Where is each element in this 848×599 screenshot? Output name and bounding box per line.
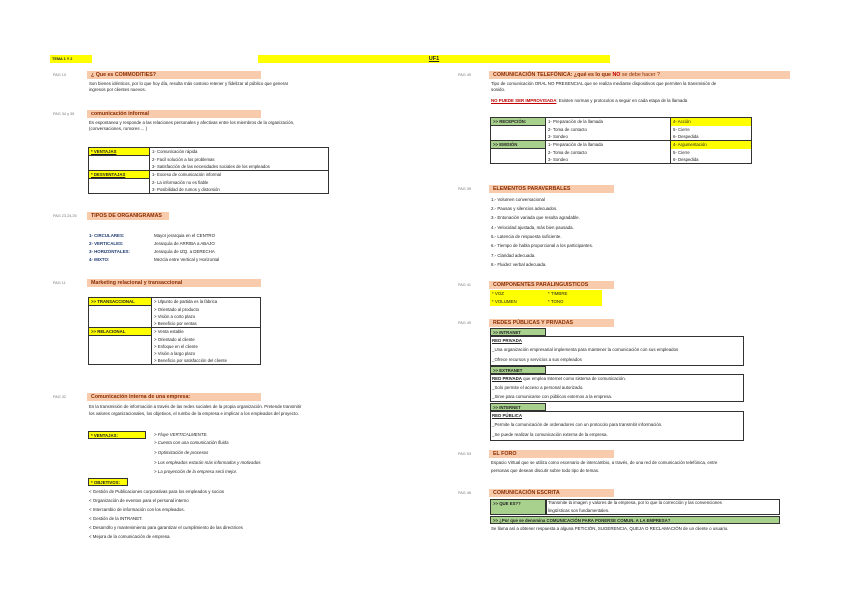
page-ref: PAG 41	[458, 283, 472, 287]
section-title: comunicación informal	[87, 110, 261, 118]
ventaja-item: > Cuenta con una comunicación fluida	[154, 440, 229, 445]
tema-label: TEMA 1 Y 2	[50, 55, 92, 63]
org-type: 4- MIXTO:	[89, 257, 110, 262]
page-ref: PAG 11	[53, 281, 66, 285]
paralinguistic-item: * TONO	[548, 299, 564, 304]
body-line: (conversaciones, rumores ... )	[89, 126, 148, 131]
page-ref: PAG 46	[458, 491, 472, 495]
page-ref: PAG 49	[458, 321, 472, 325]
que-es-line: Transmite la imagen y valores de la empresa, por lo que la corrección y las convenciones	[548, 500, 722, 505]
extranet-line: RED PRIVADA que emplea Internet como sistema de comunicación.	[492, 376, 626, 381]
page-ref: PAG 32	[53, 395, 67, 399]
ventaja-item: > Optimización de procesos	[154, 450, 209, 455]
objetivo-item: < Organización de eventos para el personal interno	[89, 498, 189, 503]
internet-line: _Se puede realizar la comunicación externa de la empresa.	[492, 432, 608, 437]
paralinguistic-item: * TIMBRE	[548, 291, 568, 296]
ventajas-label: * VENTAJAS:	[88, 431, 146, 439]
section-title: EL FORO	[489, 450, 614, 458]
ventaja-item: > Fluye VERTICALMENTE.	[154, 432, 208, 437]
telefonica-table: >> RECEPCIÓN: 1- Preparación de la llamada 4- Acción 2- Toma de contacto 5- Cierre 3- Sondeo 6- Despedida >> EMISIÓN 1- Preparación de la llamada 4- Argumentación 2- Toma de contacto 5- Cierre 3- Sondeo 6- Despedida	[490, 117, 752, 164]
org-type: 3- HORIZONTALES:	[89, 249, 130, 254]
body-line: Es la transmisión de información a través de las redes sociales de la propia organización. Pretende transmitir	[89, 404, 302, 409]
page-ref: PAG 34 y 35	[53, 112, 75, 116]
body-line: Espacio Virtual que se utiliza como escenario de intercambio, a través, de una red de comunicación telefónica, entre	[491, 460, 718, 465]
que-es-label: >> QUE ES??	[490, 499, 546, 515]
paralinguistic-item: * VOLUMEN	[492, 299, 517, 304]
org-desc: Mezcla entre Vertical y Horizontal	[154, 257, 220, 262]
section-title: COMUNICACIÓN ESCRITA	[489, 489, 614, 497]
extranet-label: >> EXTRANET	[490, 366, 546, 374]
objetivo-item: < Desarrollo y mantenimiento para garantizar el cumplimiento de las directrices	[89, 525, 243, 530]
red-publica-label: RED PÚBLICA	[492, 413, 523, 418]
page-ref: PAG 49	[458, 73, 472, 77]
page-ref: PAG 23,24,25	[53, 214, 77, 218]
question-bar: >> ¿Por que se denomina COMUNICACIÓN PARA PONERSE COMUN. A LA EMPRESA?	[490, 516, 780, 524]
paraverbal-item: 7.- Claridad adecuada.	[491, 253, 536, 258]
section-title: REDES PÚBLICAS Y PRIVADAS	[489, 319, 614, 327]
section-title: TIPOS DE ORGANIGRAMAS	[87, 212, 169, 220]
org-desc: Jerarquía de ARRIBA a ABAJO	[154, 241, 215, 246]
org-type: 2- VERTICALES:	[89, 241, 124, 246]
ventaja-item: > Los empleados estarán más informados y motivados	[154, 460, 261, 465]
paraverbal-item: 3.- Entonación variada que resulta agradable.	[491, 215, 580, 220]
page-ref: PAG 39	[458, 187, 472, 191]
paraverbal-item: 1.- Volumen conversacional	[491, 197, 545, 202]
ventaja-item: > La proyección de la empresa será mejor.	[154, 469, 238, 474]
section-title: Marketing relacional y transaccional	[87, 279, 261, 287]
body-line: los valores organizacionales, los objetivos, el rumbo de la empresa e implicar a los empleados del proyecto.	[89, 411, 299, 416]
section-title: Comunicación interna de una empresa:	[87, 393, 261, 401]
paraverbal-item: 8.- Fluidez verbal adecuada.	[491, 262, 547, 267]
body-line: personas que desean discutir sobre todo tipo de temas.	[491, 468, 600, 473]
body-line: sonido.	[491, 87, 506, 92]
extranet-line: _Solo permite el acceso a personal autorizado.	[492, 385, 584, 390]
page-ref: PAG 10	[53, 73, 67, 77]
uf-title: UF1	[258, 55, 610, 63]
section-title: ¿ Que es COMMODITIES?	[87, 71, 261, 79]
paraverbal-item: 5.- Latencia de respuesta suficiente.	[491, 234, 562, 239]
paraverbal-item: 6.- Tiempo de habla proporcional a los participantes.	[491, 243, 594, 248]
intranet-line: _Una organización empresarial implementa para mantener la comunicación con sus empleados	[492, 347, 679, 352]
objetivo-item: < Mejora de la comunicación de empresa.	[89, 534, 171, 539]
body-line: NO PUEDE SER IMPROVISADA: Existen normas y protocolos a seguir en cada etapa de la llamada	[491, 98, 688, 103]
body-line: Es espontanea y responde a las relaciones personales y afectivas entre los miembros de la organización,	[89, 120, 295, 125]
section-title: COMUNICACIÓN TELEFÓNICA: ¿qué es lo que NO se debe hacer ?	[489, 71, 790, 79]
objetivo-item: < Intercambio de información con los empleados.	[89, 507, 185, 512]
body-line: Se llama así a obtener respuesta a alguna PETICIÓN, SUGERENCIA, QUEJA O RECLAMACIÓN de un cliente o usuario.	[491, 526, 729, 531]
body-line: Tipo de comunicación ORAL NO PRESENCIAL que se realiza mediante dispositivos que permiten la transmisión de	[491, 81, 717, 86]
org-desc: Jerarquía de IZQ. a DERECHA	[154, 249, 215, 254]
objetivo-item: < Gestión de la INTRANET.	[89, 516, 143, 521]
body-line: Son bienes idénticos, por lo que hoy día, resulta más costoso retener y fidelizar al público que generar	[89, 81, 289, 86]
org-type: 1- CIRCULARES:	[89, 233, 125, 238]
page-ref: PAG 53	[458, 452, 472, 456]
paraverbal-item: 2.- Pausas y silencios adecuados.	[491, 206, 558, 211]
ventajas-table: * VENTAJAS 1- Comunicación rápida 2- Facil solución a los problemas 3- Satisfacción de las necesidades sociales de los empleados * DESVENTAJAS 1- Exceso de comunicación informal 2- La información no es fiable 3- Posibilidad de rumos y distorsión	[88, 147, 329, 194]
internet-line: _Permite la comunicación de ordenadores con un protocolo para transmitir información.	[492, 422, 663, 427]
extranet-line: _Sirve para comunicarse con públicos externos a la empresa.	[492, 394, 613, 399]
red-privada-label: RED PRIVADA	[492, 338, 522, 343]
org-desc: Mayor jerarquia en el CENTRO	[154, 233, 216, 238]
objetivo-item: < Gestión de Publicaciones corporativas para los empleados y socios	[89, 489, 225, 494]
que-es-line: lingüísticas son fundamentales.	[548, 508, 610, 513]
paraverbal-item: 4.- Velocidad ajustada, más bien pausada.	[491, 225, 574, 230]
body-line: ingresos por clientes nuevos.	[89, 87, 146, 92]
marketing-table: >> TRANSACCIONAL > Ulpunto de partida es la fábrica > Orientado al producto > Visión a corto plazo > Beneficio por ventas >> RELACIONAL > Venta estable > Orientado al cliente > Enfoque en el cliente > Visión a largo plazo > Beneficio por satisfacción del cliente	[88, 297, 261, 365]
intranet-label: >> INTRANET	[490, 328, 546, 336]
paralinguistic-item: * VOZ	[492, 291, 504, 296]
section-title: COMPONENTES PARALINGUISTICOS	[489, 281, 614, 289]
objetivos-label: * OBJETIVOS:	[88, 478, 128, 486]
intranet-line: _Ofrece recursos y servicios a sus empleados	[492, 357, 582, 362]
internet-label: >> INTERNET	[490, 403, 546, 411]
section-title: ELEMENTOS PARAVERBALES	[489, 185, 614, 193]
